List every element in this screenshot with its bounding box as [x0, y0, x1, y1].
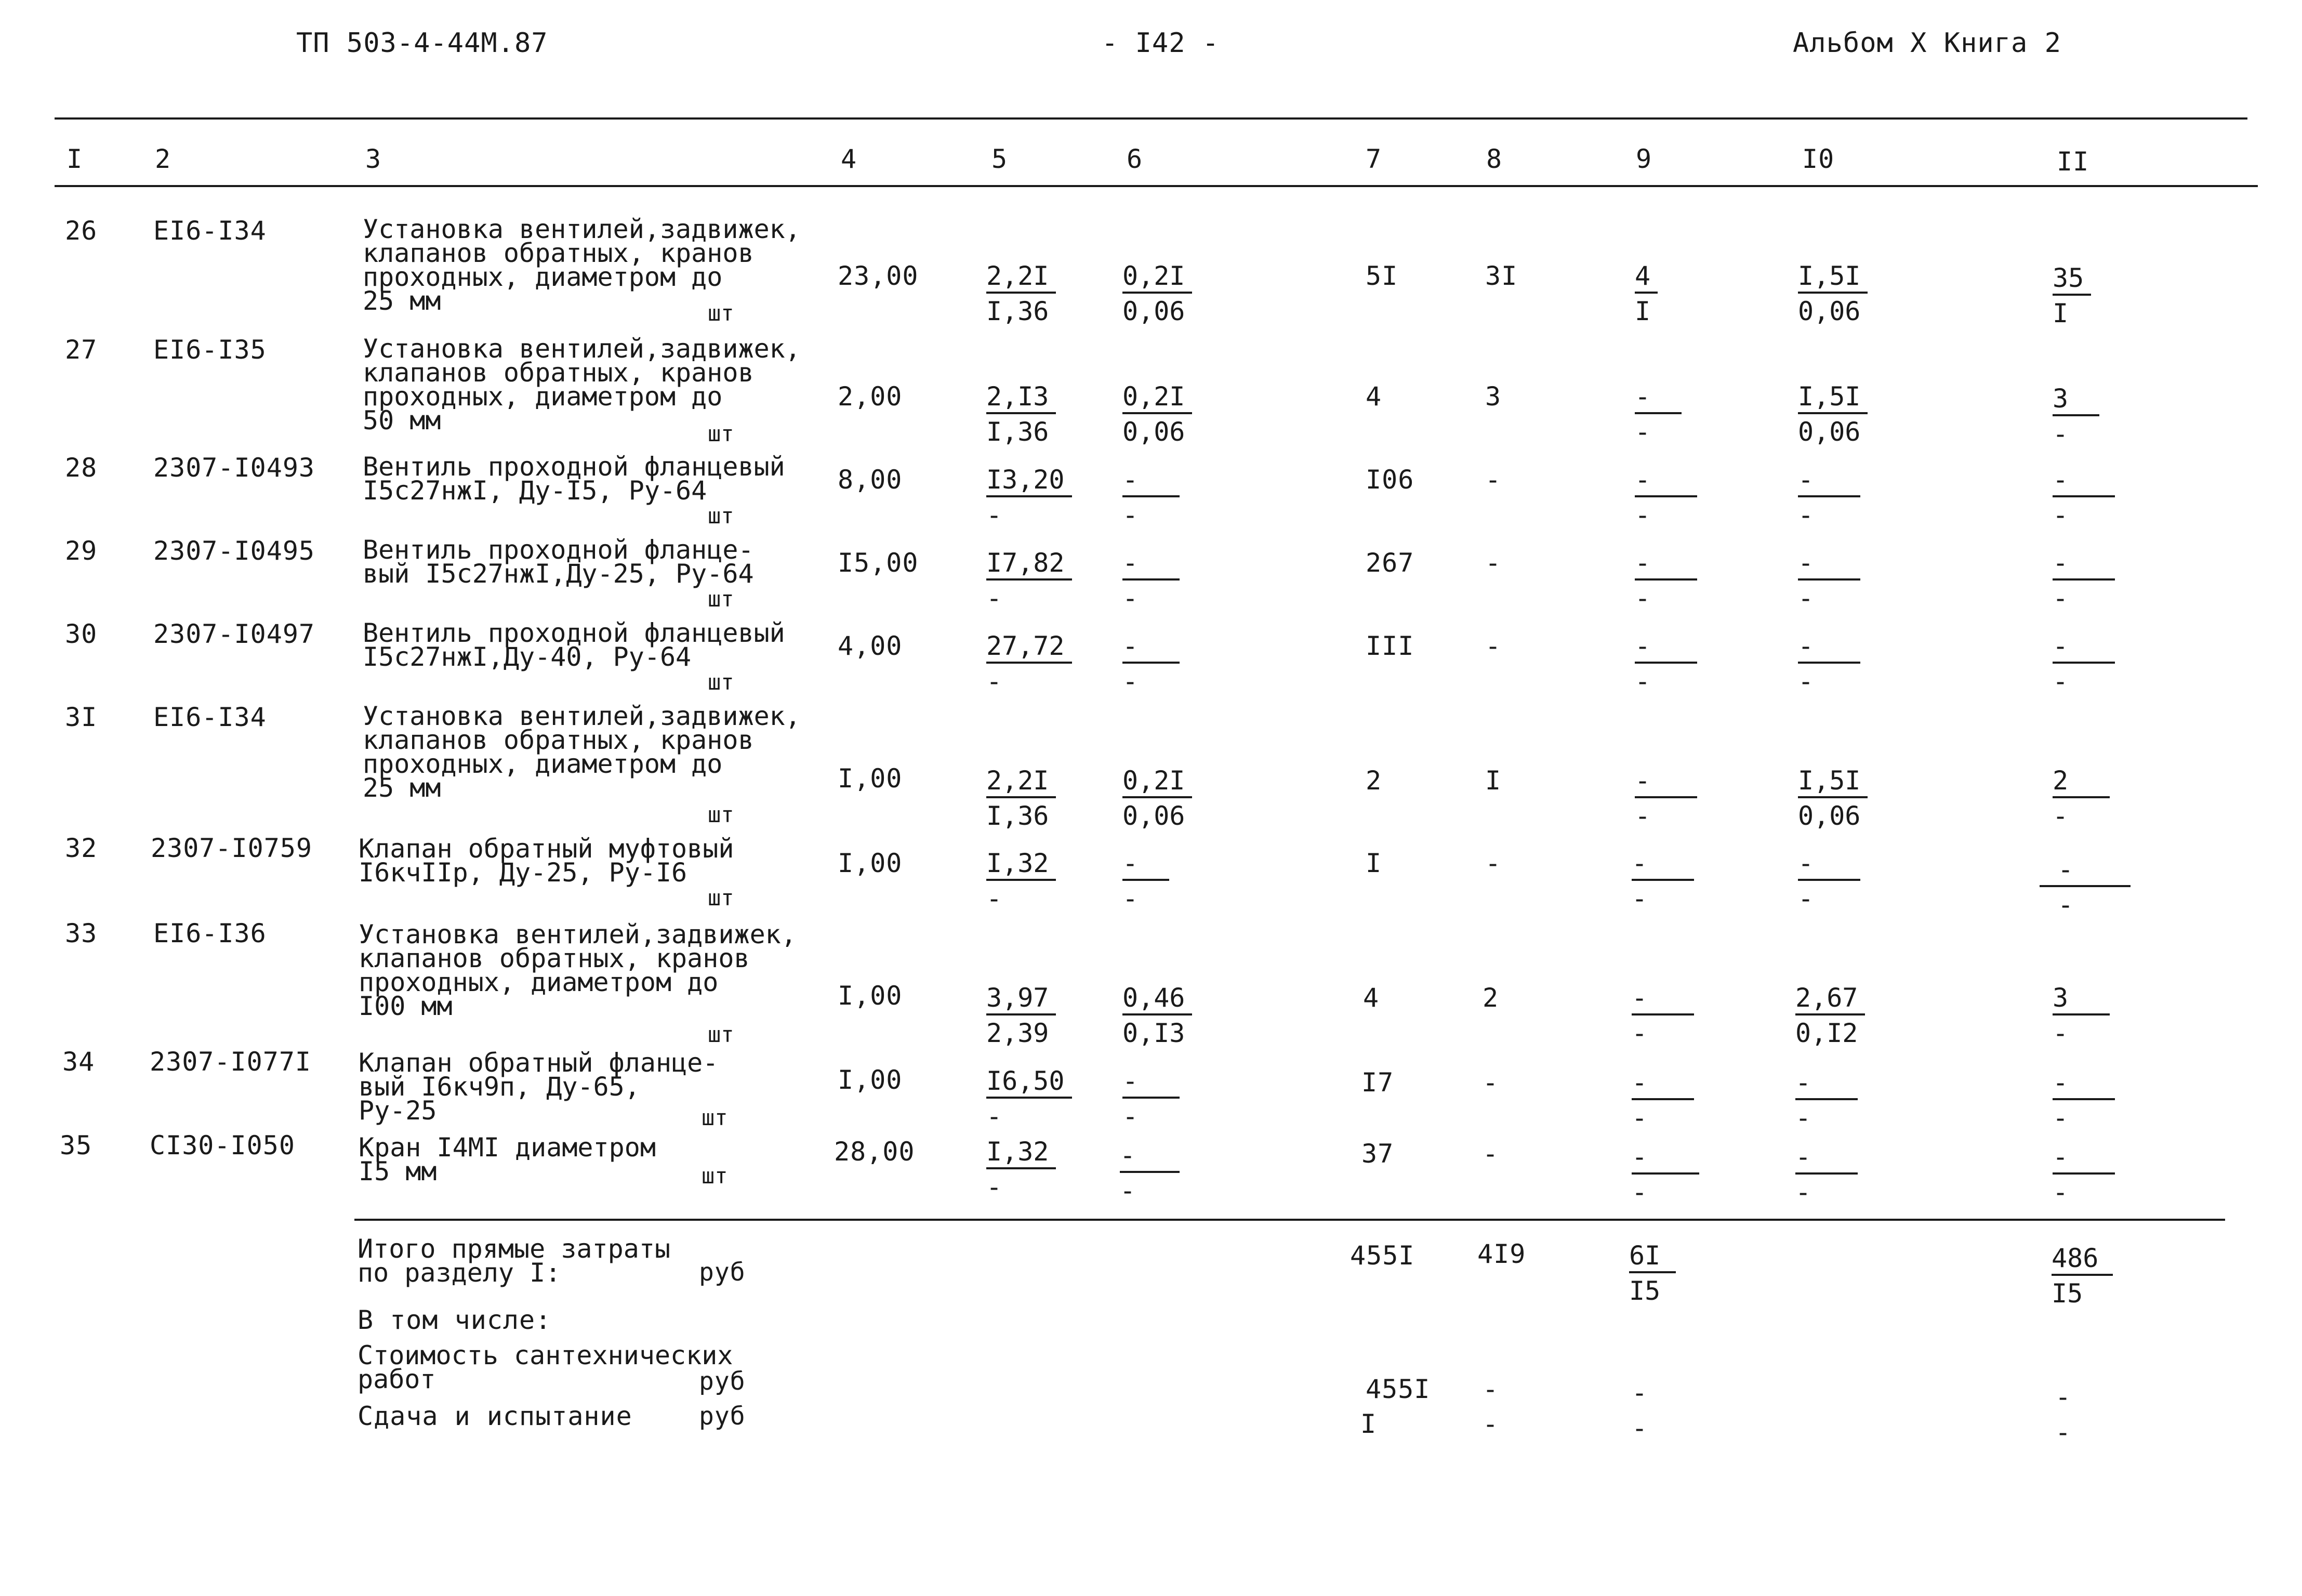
testing-col7: I: [1360, 1409, 1377, 1439]
col7-value: 37: [1361, 1139, 1394, 1169]
col11-fraction: - -: [2053, 465, 2115, 530]
col9-fraction: - -: [1632, 1068, 1694, 1132]
col10-fraction: - -: [1798, 631, 1860, 696]
row-code: CI30-I050: [150, 1130, 295, 1160]
header-bottom-rule: [55, 185, 2258, 187]
col11-fraction: - -: [2053, 548, 2115, 613]
col5-fraction: I,32 -: [986, 1137, 1056, 1202]
col10-fraction: $\frac{2,67}{0,I2}$: [1795, 983, 1865, 1048]
album-label: Альбом X Книга 2: [1793, 28, 2061, 59]
col-header-2: 2: [155, 144, 171, 174]
row-quantity: 2,00: [838, 381, 903, 412]
col7-value: 267: [1366, 548, 1414, 578]
row-number: 26: [65, 216, 98, 246]
row-code: EI6-I34: [153, 216, 267, 246]
col5-fraction: $\frac{2,I3}{I,36}$: [986, 382, 1056, 446]
col6-fraction: - -: [1122, 1066, 1180, 1131]
col11-fraction: - -: [2053, 1068, 2115, 1132]
col6-fraction: - -: [1122, 849, 1169, 913]
row-quantity: 28,00: [834, 1137, 915, 1167]
row-quantity: 4,00: [838, 631, 903, 661]
col9-fraction: - -: [1632, 849, 1694, 913]
col10-fraction: - -: [1798, 849, 1860, 913]
row-quantity: I,00: [838, 848, 903, 878]
including-label: В том числе:: [358, 1305, 552, 1335]
row-code: 2307-I0495: [153, 536, 315, 566]
totals-col11-fraction: $\frac{486}{I5}$: [2052, 1244, 2113, 1308]
row-number: 33: [65, 918, 98, 948]
row-description: Клапан обратный фланце- вый I6кч9п, Ду-65, Ру-25: [359, 1048, 719, 1126]
row-code: 2307-I0497: [153, 619, 315, 649]
sanitary-works-col9: -: [1632, 1378, 1648, 1408]
row-quantity: I5,00: [838, 548, 919, 578]
col8-value: I: [1485, 766, 1502, 796]
col6-fraction: - -: [1122, 465, 1180, 530]
row-description: Вентиль проходной фланце- вый I5с27нжI,Ду-25, Ру-64: [363, 535, 754, 589]
page-number: - I42 -: [1102, 28, 1220, 59]
row-description: Установка вентилей,задвижек, клапанов обратных, кранов проходных, диаметром до 50 мм: [363, 334, 801, 436]
row-unit: шт: [708, 586, 734, 612]
col9-fraction: $\frac{4}{I}$: [1635, 261, 1658, 326]
col9-fraction: - -: [1635, 766, 1697, 830]
col8-value: -: [1483, 1067, 1499, 1098]
col-header-11: II: [2057, 147, 2089, 177]
col-header-10: I0: [1802, 144, 1835, 174]
row-unit: шт: [708, 421, 734, 446]
col-header-7: 7: [1366, 144, 1382, 174]
row-code: EI6-I35: [153, 335, 267, 365]
row-quantity: 23,00: [838, 261, 919, 291]
totals-col8: 4I9: [1477, 1239, 1526, 1269]
col6-fraction: - -: [1120, 1141, 1180, 1205]
col5-fraction: I6,50 -: [986, 1066, 1072, 1131]
col8-value: -: [1485, 631, 1502, 661]
row-description: Клапан обратный муфтовый I6кчIIр, Ду-25, Ру-I6: [359, 834, 734, 888]
col5-fraction: 27,72 -: [986, 631, 1072, 696]
col8-value: -: [1483, 1139, 1499, 1169]
row-number: 3I: [65, 702, 98, 732]
col8-value: -: [1485, 548, 1502, 578]
row-description: Установка вентилей,задвижек, клапанов обратных, кранов проходных, диаметром до 25 мм: [363, 214, 801, 316]
col10-fraction: - -: [1795, 1068, 1858, 1132]
row-number: 29: [65, 536, 98, 566]
col6-fraction: $\frac{0,2I}{0,06}$: [1122, 261, 1192, 326]
col9-fraction: - -: [1635, 548, 1697, 613]
totals-col9-fraction: $\frac{6I}{I5}$: [1629, 1241, 1676, 1305]
row-unit: шт: [708, 300, 734, 326]
col-header-6: 6: [1127, 144, 1143, 174]
col11-fraction: - -: [2040, 855, 2131, 919]
testing-col8: -: [1483, 1409, 1499, 1439]
col11-fraction: 3 -: [2053, 384, 2099, 449]
col10-fraction: $\frac{I,5I}{0,06}$: [1798, 766, 1868, 830]
row-quantity: I,00: [838, 763, 903, 794]
col-header-5: 5: [991, 144, 1008, 174]
row-number: 35: [60, 1130, 92, 1160]
col-header-8: 8: [1486, 144, 1503, 174]
col11-fraction: - -: [2053, 631, 2115, 696]
col9-fraction: - -: [1632, 1142, 1699, 1207]
col5-fraction: $\frac{2,2I}{I,36}$: [986, 261, 1056, 326]
totals-unit: руб: [699, 1258, 746, 1287]
row-code: EI6-I36: [153, 918, 267, 948]
col5-fraction: I3,20 -: [986, 465, 1072, 530]
col11-fraction: - -: [2053, 1142, 2115, 1207]
col-header-4: 4: [841, 144, 857, 174]
col6-fraction: $\frac{0,46}{0,I3}$: [1122, 983, 1192, 1048]
col10-fraction: - -: [1795, 1142, 1858, 1207]
col7-value: I: [1366, 848, 1382, 878]
col8-value: -: [1485, 465, 1502, 495]
col9-fraction: - -: [1635, 465, 1697, 530]
col8-value: 3: [1485, 381, 1502, 412]
row-number: 30: [65, 619, 98, 649]
col10-fraction: $\frac{I,5I}{0,06}$: [1798, 382, 1868, 446]
testing-col9: -: [1632, 1413, 1648, 1443]
col8-value: 3I: [1485, 261, 1518, 291]
col10-fraction: $\frac{I,5I}{0,06}$: [1798, 261, 1868, 326]
row-description: Установка вентилей,задвижек, клапанов обратных, кранов проходных, диаметром до I00 мм: [359, 919, 797, 1021]
row-number: 28: [65, 453, 98, 483]
col9-fraction: - -: [1635, 631, 1697, 696]
document-code: ТП 503-4-44М.87: [296, 28, 548, 59]
col7-value: 4: [1363, 983, 1380, 1013]
sanitary-works-col11: -: [2055, 1382, 2072, 1412]
col5-fraction: I,32 -: [986, 849, 1056, 913]
row-number: 32: [65, 833, 98, 863]
row-unit: шт: [708, 669, 734, 695]
header-top-rule: [55, 117, 2247, 120]
col6-fraction: - -: [1122, 548, 1180, 613]
row-unit: шт: [708, 503, 734, 529]
row-unit: шт: [708, 1022, 734, 1047]
col9-fraction: - -: [1635, 382, 1682, 446]
row-code: 2307-I0493: [153, 453, 315, 483]
col7-value: I06: [1366, 465, 1414, 495]
col5-fraction: $\frac{2,2I}{I,36}$: [986, 766, 1056, 830]
testing-col11: -: [2055, 1417, 2072, 1447]
col6-fraction: - -: [1122, 631, 1180, 696]
totals-col7: 455I: [1350, 1241, 1415, 1271]
col11-fraction: $\frac{35}{I}$: [2053, 263, 2091, 328]
row-quantity: I,00: [838, 1065, 903, 1095]
col9-fraction: - -: [1632, 983, 1694, 1048]
col7-value: 5I: [1366, 261, 1398, 291]
col5-fraction: $\frac{3,97}{2,39}$: [986, 983, 1056, 1048]
row-quantity: 8,00: [838, 465, 903, 495]
col5-fraction: I7,82 -: [986, 548, 1072, 613]
col8-value: 2: [1483, 983, 1499, 1013]
sanitary-works-col7: 455I: [1366, 1374, 1431, 1404]
row-description: Установка вентилей,задвижек, клапанов обратных, кранов проходных, диаметром до 25 мм: [363, 701, 801, 803]
col6-fraction: $\frac{0,2I}{0,06}$: [1122, 766, 1192, 830]
col6-fraction: $\frac{0,2I}{0,06}$: [1122, 382, 1192, 446]
row-quantity: I,00: [838, 981, 903, 1011]
testing-unit: руб: [699, 1402, 746, 1431]
sanitary-works-col8: -: [1483, 1374, 1499, 1404]
totals-rule: [354, 1219, 2225, 1221]
sanitary-works-unit: руб: [699, 1367, 746, 1396]
col10-fraction: - -: [1798, 548, 1860, 613]
row-number: 34: [62, 1047, 95, 1077]
col7-value: 4: [1366, 381, 1382, 412]
row-unit: шт: [702, 1105, 728, 1130]
col7-value: 2: [1366, 766, 1382, 796]
row-unit: шт: [708, 885, 734, 911]
col8-value: -: [1485, 848, 1502, 878]
row-description: Вентиль проходной фланцевый I5с27нжI,Ду-40, Ру-64: [363, 618, 785, 672]
col-header-9: 9: [1636, 144, 1652, 174]
col-header-1: I: [67, 144, 83, 174]
totals-label: Итого прямые затраты по разделу I:: [358, 1234, 671, 1288]
testing-label: Сдача и испытание: [358, 1401, 632, 1431]
sanitary-works-label: Стоимость сантехнических работ: [358, 1340, 733, 1394]
col11-fraction: 2 -: [2053, 766, 2110, 830]
row-code: 2307-I0759: [151, 833, 313, 863]
row-description: Кран I4МI диаметром I5 мм: [359, 1132, 656, 1186]
col10-fraction: - -: [1798, 465, 1860, 530]
col-header-3: 3: [365, 144, 382, 174]
row-code: 2307-I077I: [150, 1047, 312, 1077]
row-description: Вентиль проходной фланцевый I5с27нжI, Ду-I5, Ру-64: [363, 452, 785, 506]
col11-fraction: 3 -: [2053, 983, 2110, 1048]
col7-value: I7: [1361, 1067, 1394, 1098]
col7-value: III: [1366, 631, 1414, 661]
row-unit: шт: [702, 1163, 728, 1189]
row-unit: шт: [708, 802, 734, 827]
row-code: EI6-I34: [153, 702, 267, 732]
row-number: 27: [65, 335, 98, 365]
